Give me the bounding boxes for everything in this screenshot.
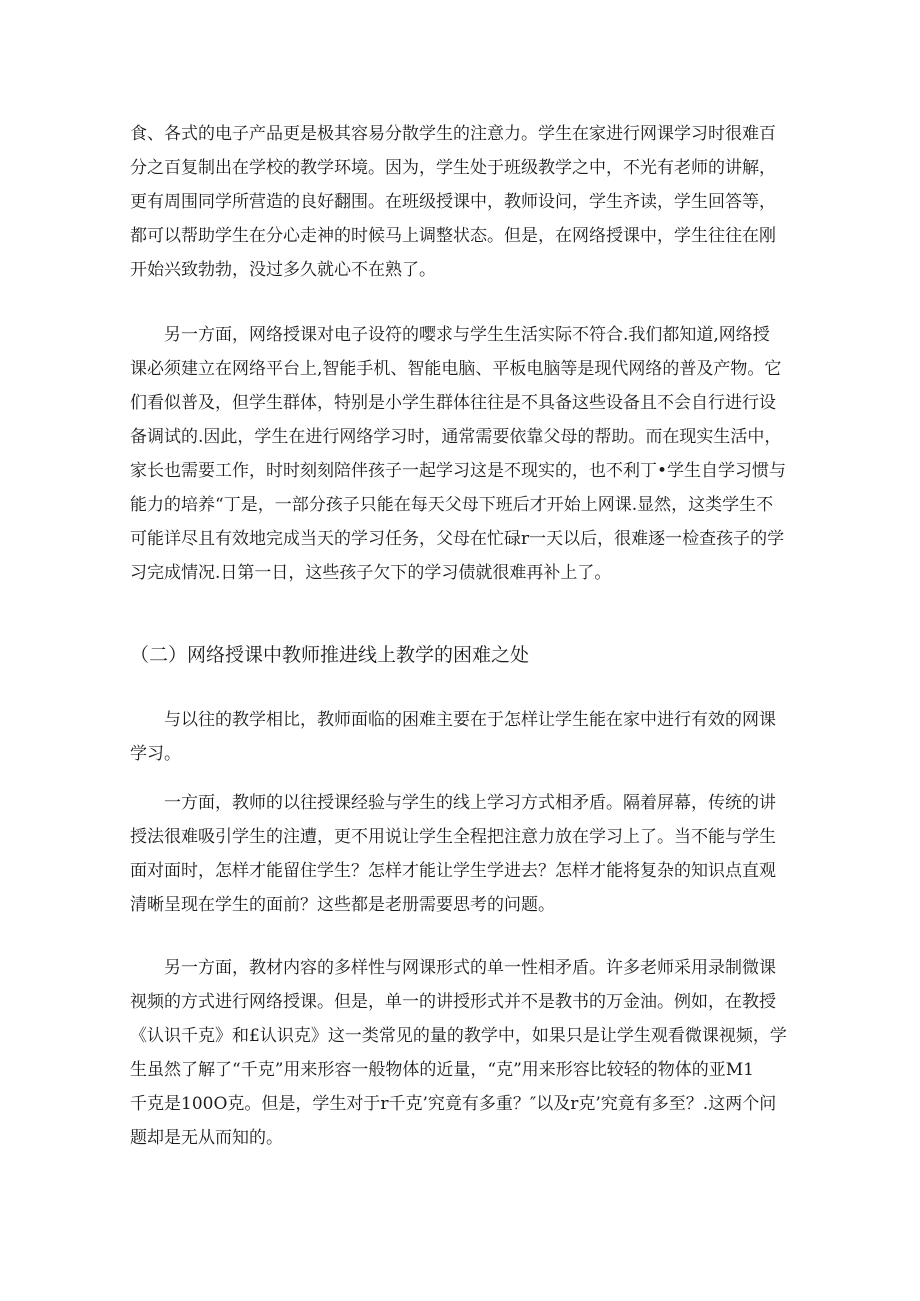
paragraph-line: 生虽然了解了“千克”用来形容一般物体的近量，“克”用来形容比较轻的物体的亚M1 [130,1060,754,1080]
paragraph-line: 分之百复制出在学校的教学环境。因为，学生处于班级教学之中，不光有老师的讲解， [130,158,776,178]
paragraph-line: 千克是100O克。但是，学生对于r千克’究竟有多重？″以及r克’究竟有多至？.这两个问 [130,1094,777,1114]
paragraph-3 [130,703,790,771]
paragraph-line: 《认识千克》和£认识克》这一类常见的量的教学中，如果只是让学生观看微课视频，学 [130,1026,787,1046]
paragraph-line: 题却是无从而知的。 [130,1128,283,1148]
section-heading: （二）网络授课中教师推进线上教学的困难之处 [130,644,530,666]
paragraph-4 [130,786,790,922]
paragraph-line: 都可以帮助学生在分心走神的时候马上调整状态。但是，在网络授课中，学生往往在刚 [130,226,776,246]
paragraph-line: 学习。 [130,744,181,764]
paragraph-5 [130,951,790,1155]
paragraph-line: 开始兴致勃勃，没过多久就心不在熟了。 [130,260,436,280]
paragraph-line: 家长也需要工作，时时刻刻陪伴孩子一起学习这是不现实的，也不利丁•学生自学习惯与 [130,461,787,481]
paragraph-1 [130,117,790,287]
paragraph-line: 更有周围同学所营造的良好翻围。在班级授课中，教师设问，学生齐读，学生回答等， [130,192,776,212]
paragraph-line: 面对面时，怎样才能留住学生？怎样才能让学生学进去？怎样才能将复杂的知识点直观 [130,861,776,881]
paragraph-line: 课必须建立在网络平台上,智能手机、智能电脑、平板电脑等是现代网络的普及产物。它 [130,359,782,379]
paragraph-line: 可能详尽且有效地完成当天的学习任务，父母在忙碌r一天以后，很难逐一检查孩子的学 [130,529,785,549]
paragraph-line: 食、各式的电子产品更是极其容易分散学生的注意力。学生在家进行网课学习时很难百 [130,124,776,144]
paragraph-2 [130,318,790,590]
paragraph-line: 能力的培养“丁是，一部分孩子只能在每天父母下班后才开始上网课.显然，这类学生不 [130,495,774,515]
paragraph-line: 另一方面，网络授课对电子设符的嘤求与学生生活实际不符合.我们都知道,网络授 [164,325,770,345]
paragraph-line: 与以往的教学相比，教师面临的困难主要在于怎样让学生能在家中进行有效的网课 [164,710,776,730]
paragraph-line: 视频的方式进行网络授课。但是，单一的讲授形式并不是教书的万金油。例如，在教授 [130,992,776,1012]
paragraph-line: 习完成情况.日第一日，这些孩子欠下的学习债就很难再补上了。 [130,563,612,583]
paragraph-line: 们看似普及，但学生群体，特别是小学生群体往往是不具备这些设备且不会自行进行设 [130,393,776,413]
paragraph-line: 清晰呈现在学生的面前？这些都是老册需要思考的问题。 [130,895,555,915]
paragraph-line: 另一方面，教材内容的多样性与网课形式的单一性相矛盾。许多老师采用录制微课 [164,958,776,978]
paragraph-line: 一方面，教师的以往授课经验与学生的线上学习方式相矛盾。隔着屏幕，传统的讲 [164,793,776,813]
paragraph-line: 授法很难吸引学生的注遭，更不用说让学生全程把注意力放在学习上了。当不能与学生 [130,827,776,847]
paragraph-line: 备调试的.因此，学生在进行网络学习时，通常需要依靠父母的帮助。而在现实生活中， [130,427,782,447]
